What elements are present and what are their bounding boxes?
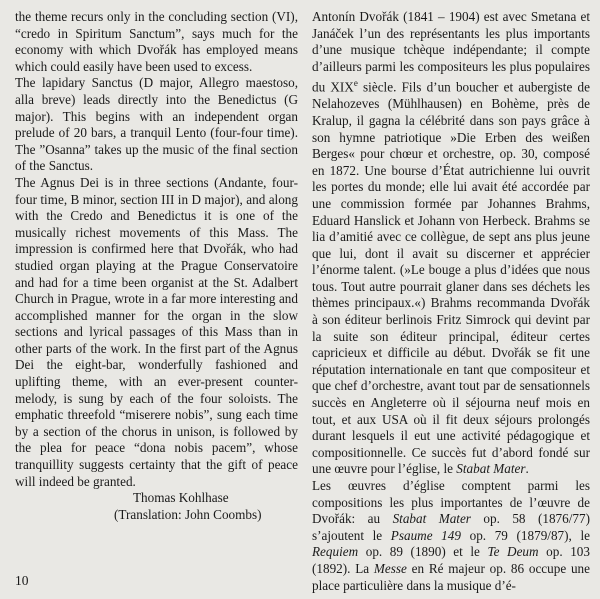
paragraph-agnus-dei: The Agnus Dei is in three sections (Andante, four-four time, B minor, section III in D major), and along with the Credo and Benedictus it is one of the musically richest movements of this Mass. The impression is confirmed here that Dvořák, who had studied organ playing at the Prague Conservatoire and had for a time been organist at the St. Adalbert Church in Prague, wrote in a far more interesting and accomplished manner for the organ in the slow sections and lyrical passages of this Mass than in other parts of the work. In the first part of the Agnus Dei the eight-bar, wonderfully fashioned and uplifting theme, with an ever-present counter-melody, is sung by each of the four soloists. The emphatic threefold “miserere nobis”, sung each time by a section of the chorus in unison, is followed by the plea for peace “dona nobis pacem”, whose tranquillity suggests certainty that the gift of peace will indeed be granted. [15,174,298,489]
paragraph-biography [312,9,590,478]
work-title: Requiem [312,544,359,560]
paragraph-church-works [312,478,590,594]
french-text-column [312,9,590,594]
translation-credit: (Translation: John Coombs) [114,506,262,522]
work-title: Psaume 149 [390,527,461,543]
text-run: op. 79 (1879/87), le [460,527,590,543]
superscript: e [353,78,358,89]
paragraph-credo-end: the theme recurs only in the concluding section (VI), “credo in Spiritum Sanctum”, says much for the economy with which Dvořák has employed means which could easily have been used to excess. [15,9,298,74]
work-title: Te Deum [487,544,539,560]
text-run: op. 58 (1876/77) s’ajoutent le [312,511,590,543]
paragraph-sanctus: The lapidary Sanctus (D major, Allegro maestoso, alla breve) leads directly into the Benedictus (G major). This begins with an independent organ prelude of 20 bars, a tranquil Lento (four-four time). The ”Osanna” takes up the music of the final section of the Sanctus. [15,75,298,174]
text-run: en Ré majeur op. 86 occupe une place particulière dans la musique d’é- [312,560,590,593]
text-run: op. 103 (1892). La [312,544,590,576]
author-signature: Thomas Kohlhase [133,490,229,506]
text-run: siècle. Fils d’un boucher et aubergiste de Nelahozeves (Mühlhausen) en Bohème, près de Kralup, il gagna la célébrité dans son pays grâce à son hymne patriotique »Die Erben des weißen Berges« pour chœur et orchestre, op. 30, composé en 1872. Une bourse d’État autrichienne lui ouvrit les portes du monde; elle lui avait été accordée par une commission formée par Johannes Brahms, Eduard Hanslick et Johann von Herbeck. Brahms se lia d’amitié avec ce collègue, de sept ans plus jeune que lui, dont il avait su discerner et apprécier l’énorme talent. (»Le bouge a plus d’idées que nous tous. Tout autre pourrait glaner dans ses déchets les thèmes principaux.«) Brahms recommanda Dvořák à son éditeur berlinois Fritz Simrock qui devint par la suite son éditeur principal, éditeur certes capricieux et difficile au début. Dvořák se fit une réputation internationale en tant que compositeur et que chef d’orchestre, avant tout par de sensationnels succès en Angleterre où il séjourna neuf mois en tout, et aux USA où il fit deux séjours prolongés durant lesquels il eut une activité pédagogique et compositionnelle. Ce succès fut d’abord fondé sur une œuvre pour l’église, le [312,79,590,477]
text-run: op. 89 (1890) et le [358,544,488,560]
work-title: Messe [373,560,407,576]
text-run: . [525,461,529,477]
work-title: Stabat Mater [456,461,526,477]
text-run: Les œuvres d’église comptent parmi les compositions les plus importantes de l’œuvre de Dvořák: au [312,478,590,527]
text-run: Antonín Dvořák (1841 – 1904) est avec Smetana et Janáček l’un des représentants les plus importants d’une musique tchèque indépendante; il compte d’ailleurs parmi les compositeurs les plus populaires du XIX [312,9,590,95]
english-text-column [15,9,298,523]
page-number: 10 [15,573,29,588]
work-title: Stabat Mater [392,511,471,527]
